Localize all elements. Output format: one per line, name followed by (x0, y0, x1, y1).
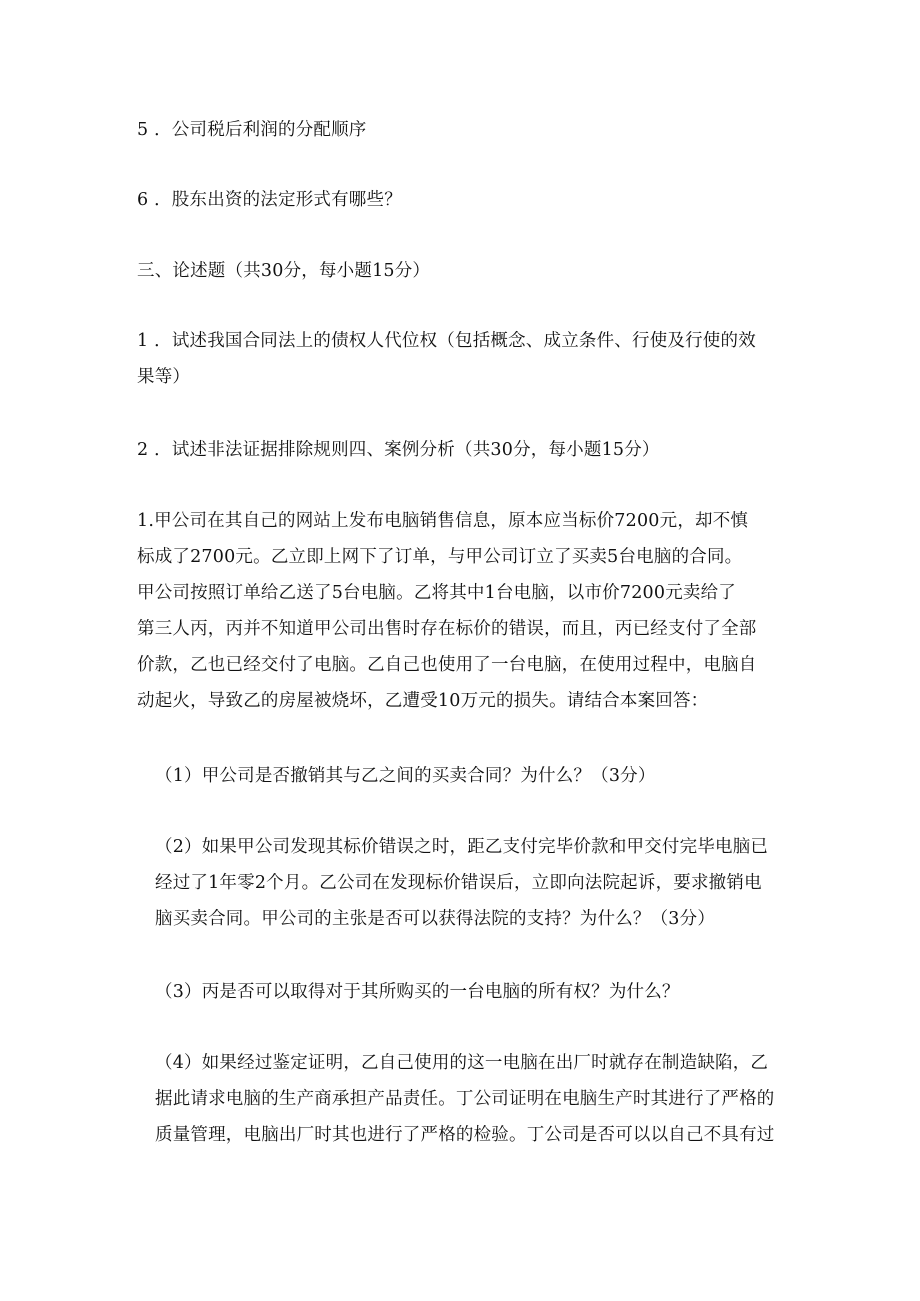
sub-question-4-line-1: （4）如果经过鉴定证明，乙自己使用的这一电脑在出厂时就存在制造缺陷，乙 (155, 1053, 769, 1073)
essay-question-1 (137, 323, 797, 395)
question-5 (137, 112, 797, 148)
essay-question-1-line-2: 果等） (137, 367, 191, 387)
case-1-line-2: 标成了2700元。乙立即上网下了订单，与甲公司订立了买卖5台电脑的合同。 (137, 547, 743, 567)
sub-question-2-line-3: 脑买卖合同。甲公司的主张是否可以获得法院的支持？为什么？（3分） (155, 909, 716, 929)
sub-question-3 (137, 974, 815, 1010)
case-1-line-3: 甲公司按照订单给乙送了5台电脑。乙将其中1台电脑，以市价7200元卖给了 (137, 583, 737, 603)
sub-question-4-line-3: 质量管理，电脑出厂时其也进行了严格的检验。丁公司是否可以以自己不具有过 (155, 1125, 775, 1145)
sub-question-2 (137, 829, 815, 937)
sub-question-2-line-1: （2）如果甲公司发现其标价错误之时，距乙支付完毕价款和甲交付完毕电脑已 (155, 837, 769, 857)
sub-question-2-line-2: 经过了1年零2个月。乙公司在发现标价错误后，立即向法院起诉，要求撤销电 (155, 873, 762, 893)
question-6-line-1: 6 ．股东出资的法定形式有哪些？ (137, 190, 402, 210)
sub-question-4-line-2: 据此请求电脑的生产商承担产品责任。丁公司证明在电脑生产时其进行了严格的 (155, 1089, 775, 1109)
sub-question-4 (137, 1045, 815, 1153)
case-1-line-5: 价款，乙也已经交付了电脑。乙自己也使用了一台电脑，在使用过程中，电脑自 (137, 655, 757, 675)
case-1-line-1: 1.甲公司在其自己的网站上发布电脑销售信息，原本应当标价7200元，却不慎 (137, 511, 749, 531)
sub-question-3-line-1: （3）丙是否可以取得对于其所购买的一台电脑的所有权？为什么？ (155, 982, 680, 1002)
section-3-heading (137, 253, 797, 289)
sub-question-1-line-1: （1）甲公司是否撤销其与乙之间的买卖合同？为什么？（3分） (155, 766, 656, 786)
essay-question-2 (137, 432, 797, 468)
case-1-paragraph (137, 503, 797, 719)
essay-question-1-line-1: 1 ．试述我国合同法上的债权人代位权（包括概念、成立条件、行使及行使的效 (137, 331, 756, 351)
question-6 (137, 182, 797, 218)
section-3-heading-line-1: 三、论述题（共30分，每小题15分） (137, 261, 431, 281)
essay-question-2-line-1: 2 ．试述非法证据排除规则四、案例分析（共30分，每小题15分） (137, 440, 660, 460)
question-5-line-1: 5 ．公司税后利润的分配顺序 (137, 120, 367, 140)
case-1-line-4: 第三人丙，丙并不知道甲公司出售时存在标价的错误，而且，丙已经支付了全部 (137, 619, 757, 639)
sub-question-1 (137, 758, 815, 794)
case-1-line-6: 动起火，导致乙的房屋被烧坏，乙遭受10万元的损失。请结合本案回答： (137, 691, 709, 711)
